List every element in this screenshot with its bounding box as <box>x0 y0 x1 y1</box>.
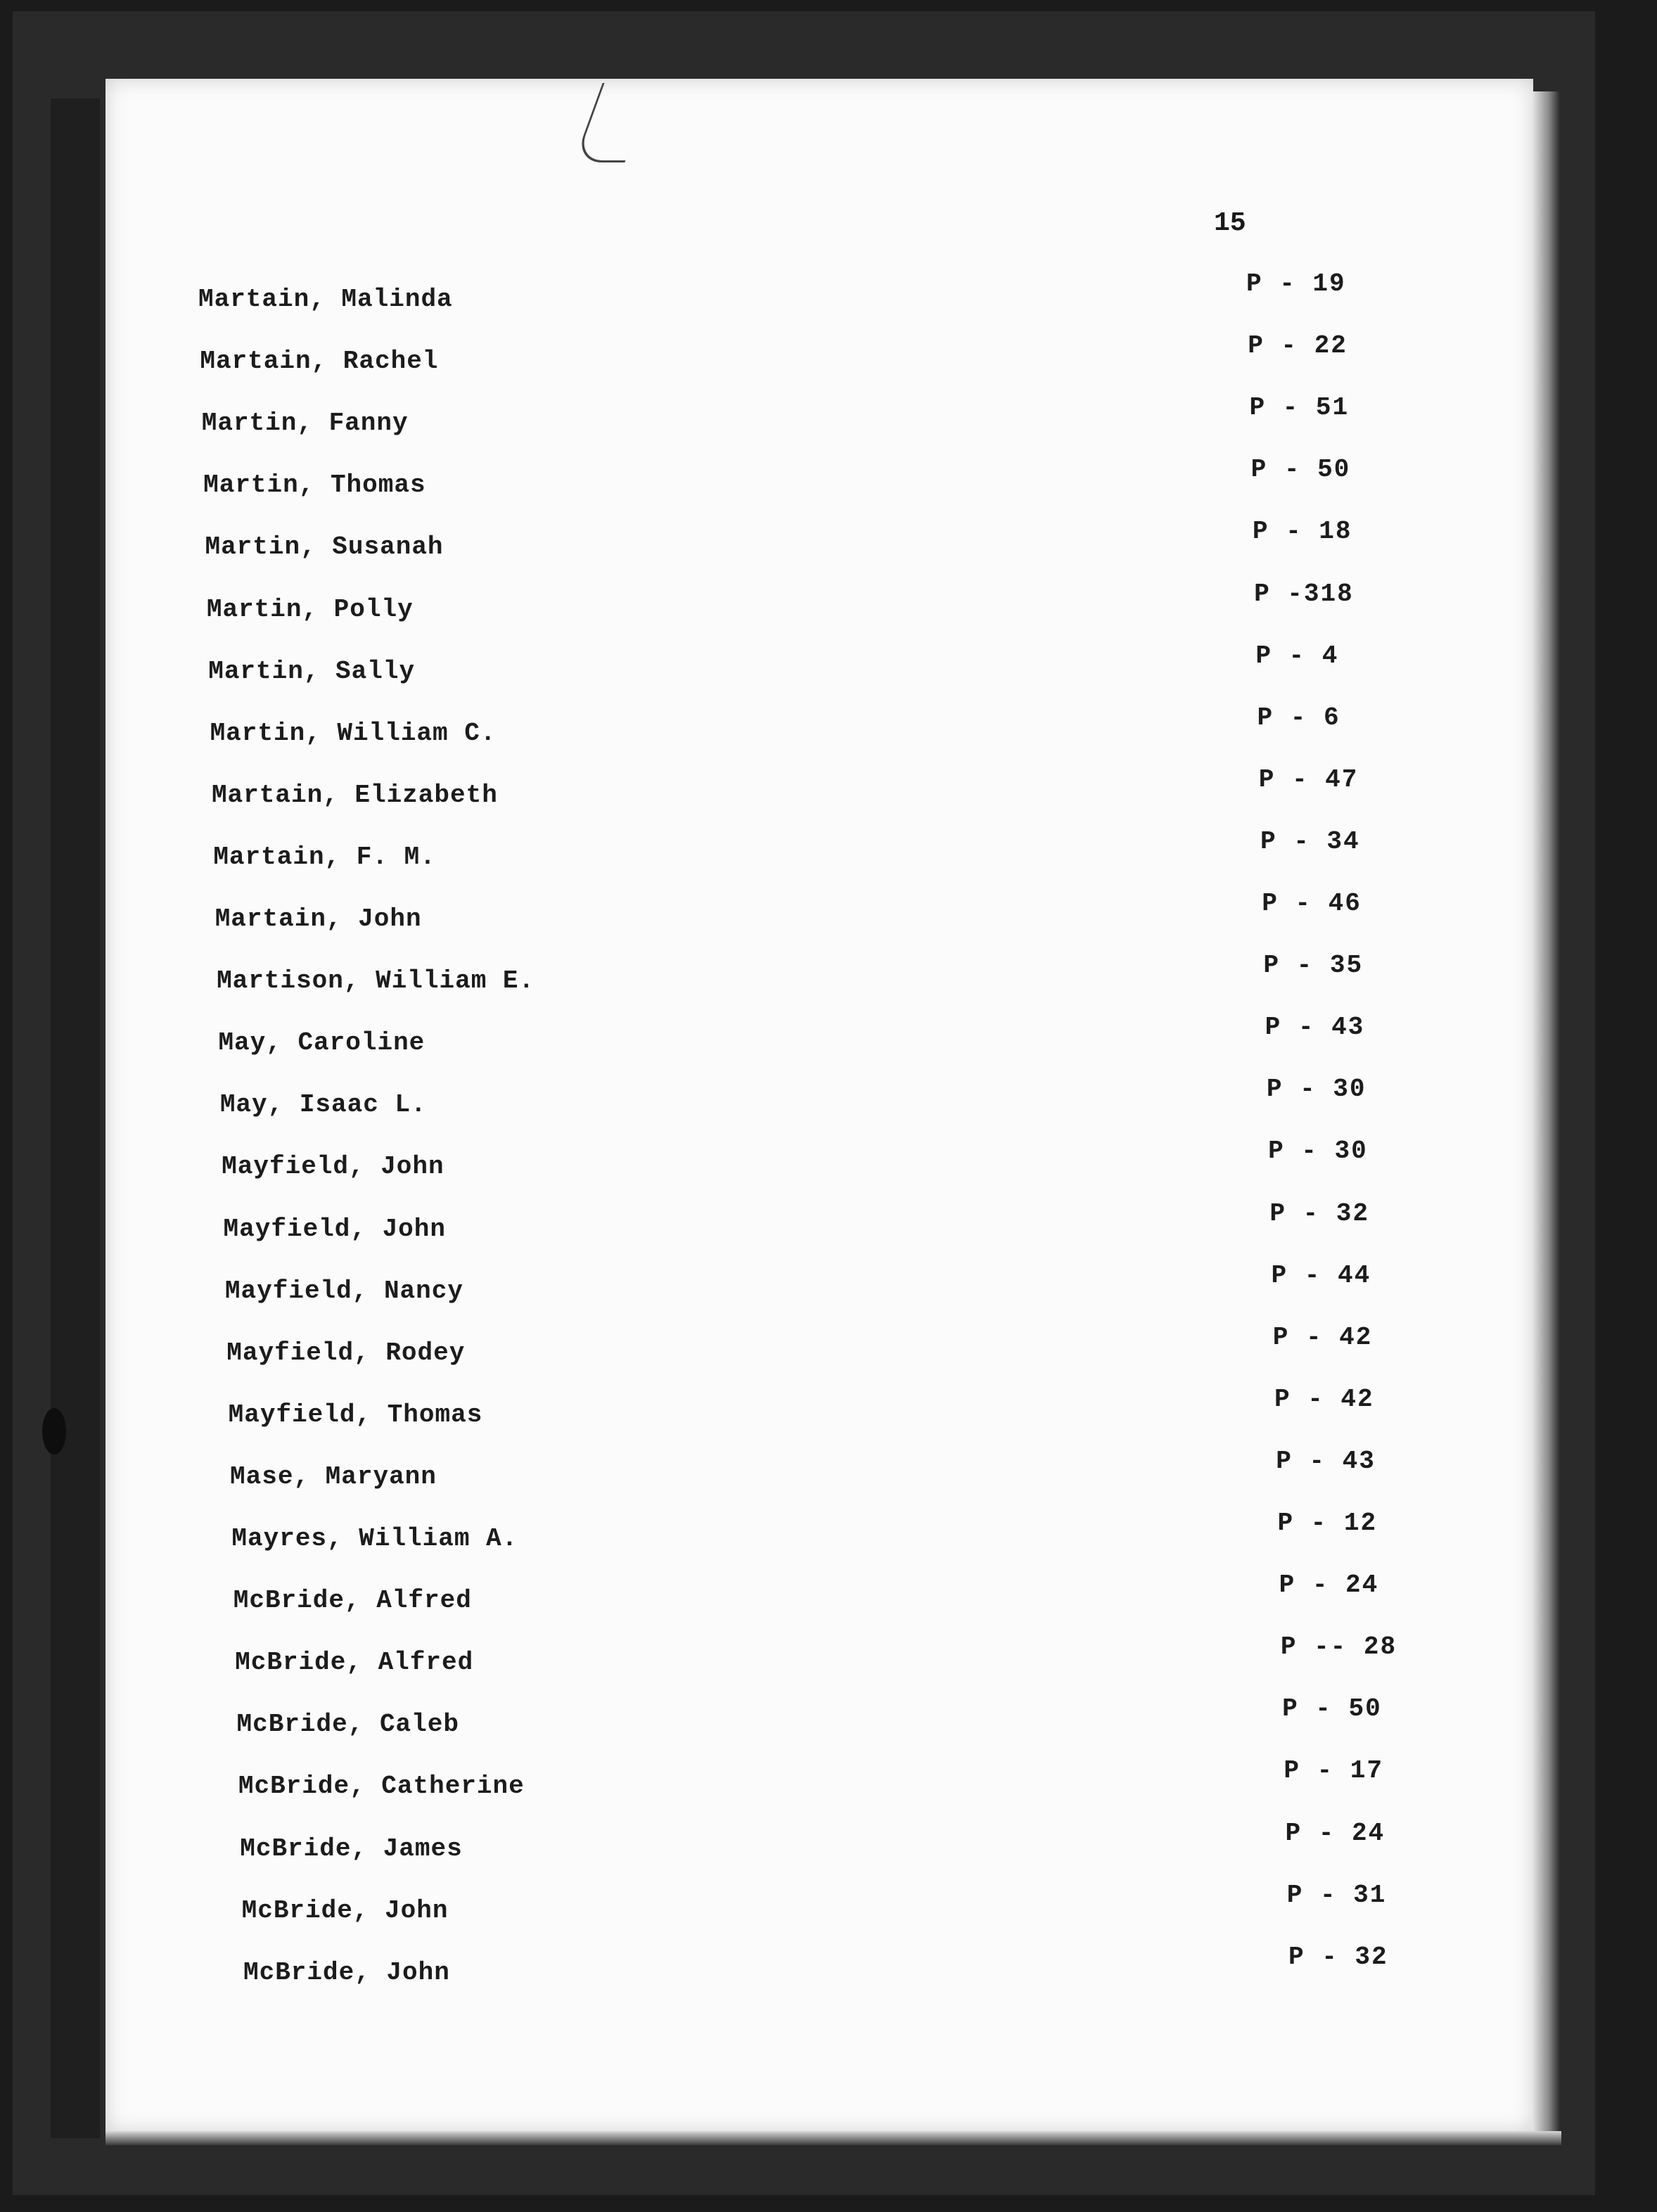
entry-name: Mayfield, John <box>222 1152 444 1182</box>
entry-name: May, Isaac L. <box>219 1090 427 1120</box>
index-entry <box>210 703 1657 761</box>
entry-page-ref: P - 24 <box>1279 1571 1379 1600</box>
entry-page-ref: P - 30 <box>1268 1137 1368 1166</box>
entry-name: Mayres, William A. <box>231 1524 518 1553</box>
index-entry <box>208 641 1657 699</box>
entry-page-ref: P - 44 <box>1271 1260 1371 1290</box>
entry-page-ref: P - 46 <box>1262 889 1362 918</box>
entry-name: Martin, Sally <box>208 656 416 686</box>
index-entry <box>222 1137 1657 1194</box>
entry-page-ref: P - 12 <box>1277 1509 1378 1537</box>
index-entry <box>223 1198 1657 1257</box>
entry-name: Martain, Malinda <box>198 285 453 314</box>
index-entry <box>228 1384 1657 1443</box>
entry-page-ref: P - 50 <box>1282 1694 1382 1724</box>
entry-page-ref: P - 42 <box>1274 1384 1374 1414</box>
entry-name: Martison, William E. <box>217 966 535 996</box>
entry-name: Martin, Thomas <box>203 471 426 500</box>
index-entry <box>224 1260 1657 1319</box>
entry-page-ref: P -- 28 <box>1280 1632 1397 1662</box>
index-entry <box>219 1075 1657 1132</box>
index-entry <box>213 826 1657 885</box>
entry-page-ref: P - 34 <box>1260 826 1360 856</box>
index-entry <box>211 765 1657 823</box>
index-entry <box>236 1694 1657 1752</box>
entry-name: Mayfield, Rodey <box>226 1338 466 1367</box>
index-entry <box>201 393 1657 451</box>
index-entry <box>235 1632 1657 1690</box>
entry-page-ref: P - 18 <box>1252 517 1352 546</box>
entry-page-ref: P - 32 <box>1288 1942 1388 1971</box>
entry-name: McBride, John <box>243 1957 450 1987</box>
entry-page-ref: P - 50 <box>1250 455 1351 485</box>
entry-name: McBride, Alfred <box>233 1586 472 1616</box>
entry-name: McBride, John <box>241 1895 449 1925</box>
entry-name: Martain, F. M. <box>213 842 436 871</box>
index-entry <box>238 1756 1657 1814</box>
entry-page-ref: P - 4 <box>1255 641 1339 670</box>
entry-page-ref: P - 24 <box>1285 1818 1386 1848</box>
entry-name: McBride, Caleb <box>236 1710 459 1739</box>
entry-name: Martin, William C. <box>210 718 497 748</box>
entry-name: Mayfield, Nancy <box>224 1276 463 1305</box>
entry-name: Mayfield, Thomas <box>228 1400 483 1429</box>
entry-name: McBride, Catherine <box>238 1772 525 1801</box>
entry-name: Martain, Rachel <box>200 347 439 376</box>
index-entry <box>240 1818 1657 1877</box>
entry-page-ref: P -318 <box>1254 579 1354 608</box>
index-entry <box>230 1446 1657 1504</box>
index-entry <box>233 1571 1657 1628</box>
entry-page-ref: P - 31 <box>1286 1880 1387 1910</box>
index-entry <box>218 1013 1657 1070</box>
entry-page-ref: P - 43 <box>1276 1446 1376 1476</box>
entry-page-ref: P - 19 <box>1246 269 1346 298</box>
entry-page-ref: P - 42 <box>1272 1322 1373 1352</box>
index-entry <box>200 331 1657 389</box>
entry-page-ref: P - 32 <box>1269 1198 1369 1228</box>
index-entry <box>231 1509 1657 1566</box>
index-entry <box>241 1880 1657 1938</box>
entry-page-ref: P - 6 <box>1257 703 1341 732</box>
entry-name: Martin, Polly <box>206 594 414 624</box>
index-entry <box>243 1942 1657 2000</box>
entry-page-ref: P - 17 <box>1284 1756 1383 1786</box>
entry-page-ref: P - 30 <box>1266 1075 1367 1104</box>
entry-name: Mase, Maryann <box>230 1462 437 1491</box>
entry-page-ref: P - 43 <box>1265 1013 1365 1042</box>
entry-name: Martain, Elizabeth <box>211 780 498 810</box>
index-entry <box>205 517 1657 575</box>
entry-name: Martain, John <box>215 904 422 933</box>
entry-page-ref: P - 22 <box>1248 331 1348 361</box>
entry-page-ref: P - 51 <box>1249 393 1350 423</box>
entry-name: McBride, Alfred <box>235 1648 474 1677</box>
entry-name: McBride, James <box>240 1834 463 1863</box>
index-entry <box>215 889 1657 947</box>
index-entry <box>203 455 1657 513</box>
entry-page-ref: P - 35 <box>1263 951 1364 980</box>
index-entry <box>206 579 1657 637</box>
index-entry <box>217 951 1657 1009</box>
entry-page-ref: P - 47 <box>1258 765 1359 794</box>
entry-name: May, Caroline <box>218 1028 426 1058</box>
entry-name: Martin, Susanah <box>205 532 444 562</box>
index-entry <box>226 1322 1657 1381</box>
page-number: 15 <box>1214 208 1246 238</box>
index-entry <box>198 269 1657 327</box>
entry-name: Martin, Fanny <box>201 409 409 438</box>
entry-name: Mayfield, John <box>223 1214 446 1244</box>
